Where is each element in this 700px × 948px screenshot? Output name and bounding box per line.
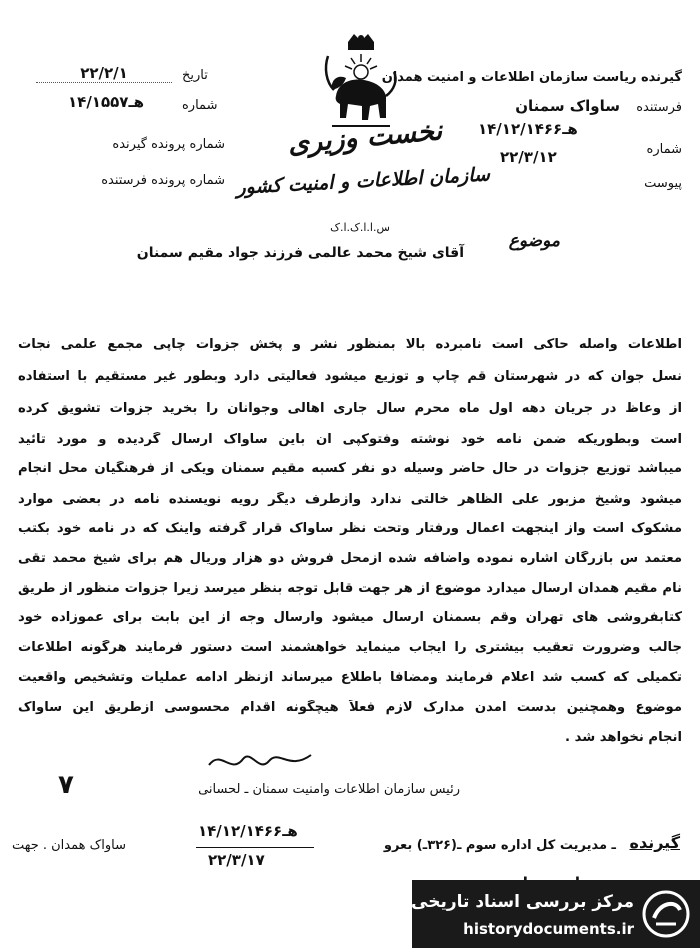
body-line: انجام نخواهد شد .	[565, 730, 682, 745]
reference-code: س.ا.ا.ک.ا.ک	[330, 221, 390, 234]
body-line: میشود وشیخ مزبور علی الظاهر خالتی ندارد وازطرف دیگر رویه نویسنده نامه در بعضی موارد	[18, 492, 682, 507]
subject-text: آقای شیخ محمد عالمی فرزند جواد مقیم سمنان	[136, 245, 464, 261]
sender-label: فرستنده	[636, 100, 682, 115]
signature-scribble-icon	[205, 745, 315, 779]
sender-value: ساواک سمنان	[515, 97, 620, 115]
body-line: نام مقیم همدان ارسال میدارد موضوع از هر جهت قابل توجه بنظر میرسد زیرا جزوات منظور از طریق	[18, 581, 682, 596]
number-label-right: شماره	[646, 142, 682, 157]
watermark-url: historydocuments.ir	[463, 920, 634, 938]
body-line: اطلاعات واصله حاکی است نامبرده بالا بمنظور نشر و پخش جزوات چاپی مجمع علمی نجات	[18, 337, 682, 352]
body-line: است وبطوریکه ضمن نامه خود نوشته وفتوکپی آن باین ساواک ارسال گردیده و مورد تائید	[18, 432, 682, 447]
margin-mark: ۷	[58, 770, 74, 800]
number-label-left: شماره	[182, 98, 218, 113]
recipient-label: گیرنده	[629, 833, 680, 852]
body-line: نسل جوان که در شهرستان قم چاپ و توزیع میشود فعالیتی دارد وبطور غیر مستقیم با استفاده	[18, 369, 682, 384]
sender-file-label: شماره پرونده فرستنده	[101, 173, 225, 188]
date-label: تاریخ	[182, 68, 208, 83]
recipient-destination: ساواک همدان . جهت	[11, 838, 126, 853]
fraction-line	[196, 847, 314, 848]
number-value-right-1: ۱۴/۱۲/۱۴۶۶هـ	[478, 120, 578, 138]
receiver-line: گیرنده ریاست سازمان اطلاعات و امنیت همدان	[381, 70, 682, 85]
watermark-title: مرکز بررسی اسناد تاریخی	[411, 892, 634, 912]
office-title: نخست وزیری	[286, 115, 444, 160]
watermark-box	[412, 880, 700, 948]
body-line: میباشد توزیع جزوات در حال حاضر وسیله دو نفر کسبه مقیم سمنان ویکی از فرهنگیان محل انجام	[18, 461, 682, 476]
body-line: جالب وضرورت تعقیب بیشتری را ایجاب مینماید خواهشمند است دستور فرمایند هرگونه اطلاعات	[18, 640, 682, 655]
date-value: ۲۲/۲/۱	[36, 64, 172, 83]
number-value-right-2: ۲۲/۳/۱۲	[500, 148, 557, 166]
attachment-label: پیوست	[644, 176, 682, 191]
recipient-text: ـ مدیریت کل اداره سوم ـ(۳۲۶ـ) بعرو	[383, 838, 616, 853]
body-line: مشکوک است واز اینجهت اعمال ورفتار وتحت نظر ساواک قرار گرفته واینک که در نامه خود بکتب	[18, 521, 682, 536]
recipient-number-1: ۱۴/۱۲/۱۴۶۶هـ	[198, 822, 298, 840]
body-line: کتابفروشی های تهران وقم بسمنان ارسال میشود وارسال وجه از این بابت برای عموزاده خود	[18, 610, 682, 625]
body-line: موضوع وهمچنین بدست آمدن مدارک لازم فعلاً هیچگونه اقدام محسوسی ازطریق این ساواک	[18, 700, 682, 715]
number-value-left: ۱۴/۱۵۵۷هـ	[68, 93, 144, 111]
signature-text: رئیس سازمان اطلاعات وامنیت سمنان ـ لحسانی	[198, 782, 460, 797]
body-line: تکمیلی که کسب شد اعلام فرمایند ومضافاً باطلاع میرساند ازنظر ادامه عملیات وتشخیص واقعیت	[18, 670, 682, 685]
archive-logo-icon	[640, 888, 692, 940]
receiver-file-label: شماره پرونده گیرنده	[112, 137, 225, 152]
body-line: معتمد س بازرگان اشاره نموده واضافه شده ازمحل فروش دو هزار وریال هم برای شیخ محمد تقی	[18, 551, 682, 566]
body-line: از وعاظ در جریان دهه اول ماه محرم سال جاری اهالی وجوانان را بخرید جزوات تشویق کرده	[18, 401, 682, 416]
recipient-number-2: ۲۲/۳/۱۷	[208, 851, 265, 869]
organization-title: سازمان اطلاعات و امنیت کشور	[235, 163, 491, 199]
subject-label: موضوع	[508, 231, 560, 251]
